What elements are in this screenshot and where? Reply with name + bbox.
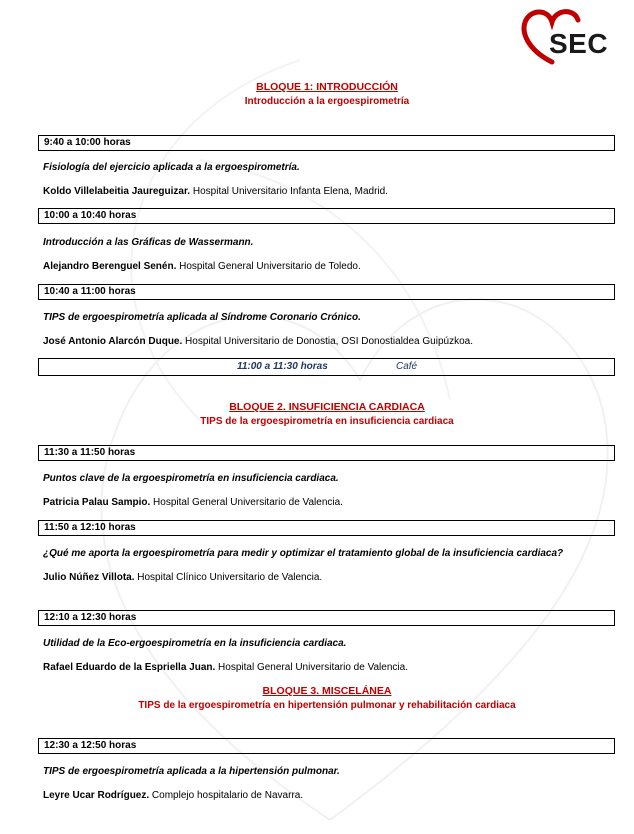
talk-title: ¿Qué me aporta la ergoespirometría para medir y optimizar el tratamiento global de la insuficiencia cardiaca? [43, 548, 564, 559]
speaker-name: Alejandro Berenguel Senén. [43, 261, 177, 272]
speaker-name: José Antonio Alarcón Duque. [43, 336, 183, 347]
logo-text: SEC [549, 28, 609, 59]
speaker-line [43, 261, 361, 272]
coffee-break-label: Café [396, 361, 418, 372]
coffee-break [38, 358, 615, 376]
speaker-affiliation: Hospital General Universitario de Valencia. [215, 662, 408, 673]
block-2-title: BLOQUE 2. INSUFICIENCIA CARDIACA [229, 401, 425, 413]
talk-title: Fisiología del ejercicio aplicada a la ergoespirometría. [43, 162, 300, 173]
speaker-line [43, 186, 388, 197]
session-time: 10:00 a 10:40 horas [38, 208, 615, 224]
session-time: 11:30 a 11:50 horas [38, 445, 615, 461]
block-1-title: BLOQUE 1: INTRODUCCIÓN [256, 81, 398, 93]
speaker-line [43, 662, 408, 673]
speaker-affiliation: Hospital Universitario Infanta Elena, Madrid. [190, 186, 388, 197]
speaker-line [43, 572, 322, 583]
talk-title: TIPS de ergoespirometría aplicada a la hipertensión pulmonar. [43, 766, 340, 777]
speaker-affiliation: Hospital General Universitario de Toledo. [176, 261, 361, 272]
session-time: 10:40 a 11:00 horas [38, 284, 615, 300]
speaker-name: Rafael Eduardo de la Espriella Juan. [43, 662, 216, 673]
coffee-break-time: 11:00 a 11:30 horas [237, 361, 328, 372]
block-1-subtitle: Introducción a la ergoespirometría [244, 96, 410, 107]
block-2-subtitle: TIPS de la ergoespirometría en insuficiencia cardiaca [200, 416, 454, 427]
talk-title: Utilidad de la Eco-ergoespirometría en la insuficiencia cardiaca. [43, 638, 347, 649]
speaker-affiliation: Hospital Clínico Universitario de Valencia. [134, 572, 323, 583]
speaker-affiliation: Complejo hospitalario de Navarra. [149, 790, 304, 801]
talk-title: TIPS de ergoespirometría aplicada al Síndrome Coronario Crónico. [43, 312, 361, 323]
talk-title: Puntos clave de la ergoespirometría en insuficiencia cardiaca. [43, 473, 339, 484]
speaker-affiliation: Hospital General Universitario de Valencia. [150, 497, 343, 508]
session-time: 12:10 a 12:30 horas [38, 610, 615, 626]
speaker-name: Patricia Palau Sampio. [43, 497, 151, 508]
speaker-name: Leyre Ucar Rodríguez. [43, 790, 150, 801]
block-3-subtitle: TIPS de la ergoespirometría en hipertensión pulmonar y rehabilitación cardiaca [138, 700, 516, 711]
speaker-line [43, 497, 343, 508]
block-3-title: BLOQUE 3. MISCELÁNEA [262, 685, 392, 697]
session-time: 11:50 a 12:10 horas [38, 520, 615, 536]
speaker-line [43, 790, 303, 801]
speaker-line [43, 336, 473, 347]
sec-logo [514, 6, 618, 66]
session-time: 12:30 a 12:50 horas [38, 738, 615, 754]
talk-title: Introducción a las Gráficas de Wassermann. [43, 237, 254, 248]
speaker-name: Julio Núñez Villota. [43, 572, 135, 583]
session-time: 9:40 a 10:00 horas [38, 135, 615, 151]
speaker-affiliation: Hospital Universitario de Donostia, OSI Donostialdea Guipúzkoa. [182, 336, 473, 347]
speaker-name: Koldo Villelabeitia Jaureguizar. [43, 186, 191, 197]
